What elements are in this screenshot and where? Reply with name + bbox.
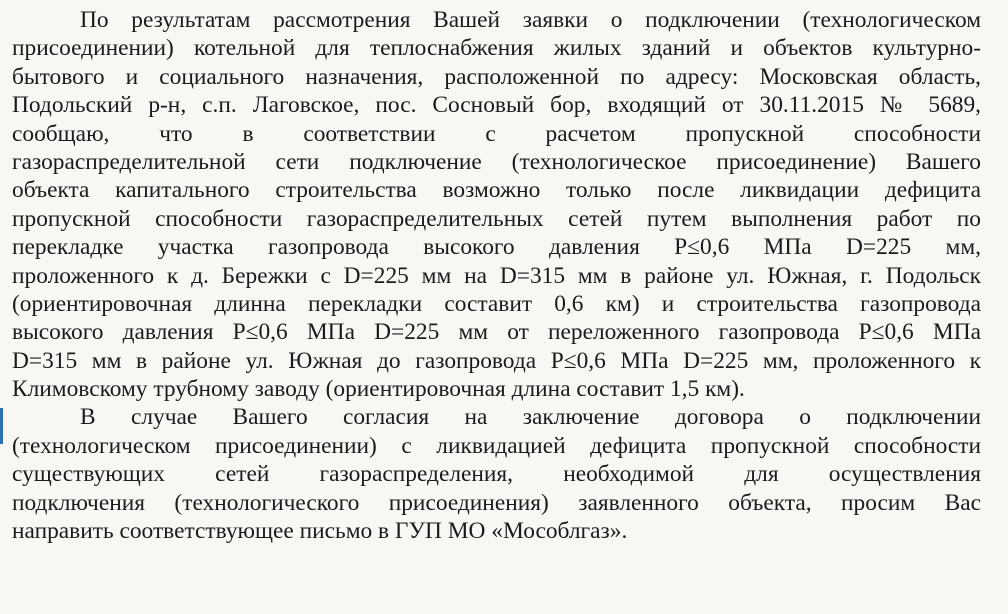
paragraph-1-line-1: По результатам рассмотрения Вашей заявки о подключении (технологическом xyxy=(80,7,981,33)
paragraph-1-line-5: сообщаю, что в соответствии с расчетом пропускной способности xyxy=(12,120,981,147)
letter-body xyxy=(12,6,981,545)
margin-mark xyxy=(0,408,3,444)
paragraph-2-line-1: В случае Вашего согласия на заключение договора о подключении xyxy=(80,404,981,431)
paragraph-1-line-2: присоединении) котельной для теплоснабжения жилых зданий и объектов культурно- xyxy=(12,35,981,62)
paragraph-2-line-5: направить соответствующее письмо в ГУП МО «Мособлгаз». xyxy=(12,518,628,545)
paragraph-1-line-14: Климовскому трубному заводу (ориентировочная длина составит 1,5 км). xyxy=(12,376,745,403)
paragraph-1-line-3: бытового и социального назначения, расположенной по адресу: Московская область, xyxy=(12,63,981,90)
paragraph-1-line-11: (ориентировочная длинна перекладки составит 0,6 км) и строительства газопровода xyxy=(12,290,981,317)
paragraph-1-line-7: объекта капитального строительства возможно только после ликвидации дефицита xyxy=(12,177,981,204)
paragraph-1-line-13: D=315 мм в районе ул. Южная до газопровода P≤0,6 МПа D=225 мм, проложенного к xyxy=(12,347,981,374)
paragraph-1-line-12: высокого давления P≤0,6 МПа D=225 мм от переложенного газопровода P≤0,6 МПа xyxy=(12,319,981,346)
paragraph-1 xyxy=(12,6,981,403)
paragraph-2-line-2: (технологическом присоединении) с ликвидацией дефицита пропускной способности xyxy=(12,432,981,459)
paragraph-2 xyxy=(12,403,981,545)
paragraph-1-line-10: проложенного к д. Бережки с D=225 мм на D=315 мм в районе ул. Южная, г. Подольск xyxy=(12,262,981,289)
paragraph-1-line-9: перекладке участка газопровода высокого давления P≤0,6 МПа D=225 мм, xyxy=(12,234,981,261)
paragraph-1-line-8: пропускной способности газораспределительных сетей путем выполнения работ по xyxy=(12,205,981,232)
paragraph-1-line-6: газораспределительной сети подключение (технологическое присоединение) Вашего xyxy=(12,148,981,175)
paragraph-2-line-4: подключения (технологического присоединения) заявленного объекта, просим Вас xyxy=(12,489,981,516)
paragraph-1-line-4: Подольский р-н, с.п. Лаговское, пос. Сосновый бор, входящий от 30.11.2015 № 5689, xyxy=(12,92,981,119)
paragraph-2-line-3: существующих сетей газораспределения, необходимой для осуществления xyxy=(12,461,981,488)
